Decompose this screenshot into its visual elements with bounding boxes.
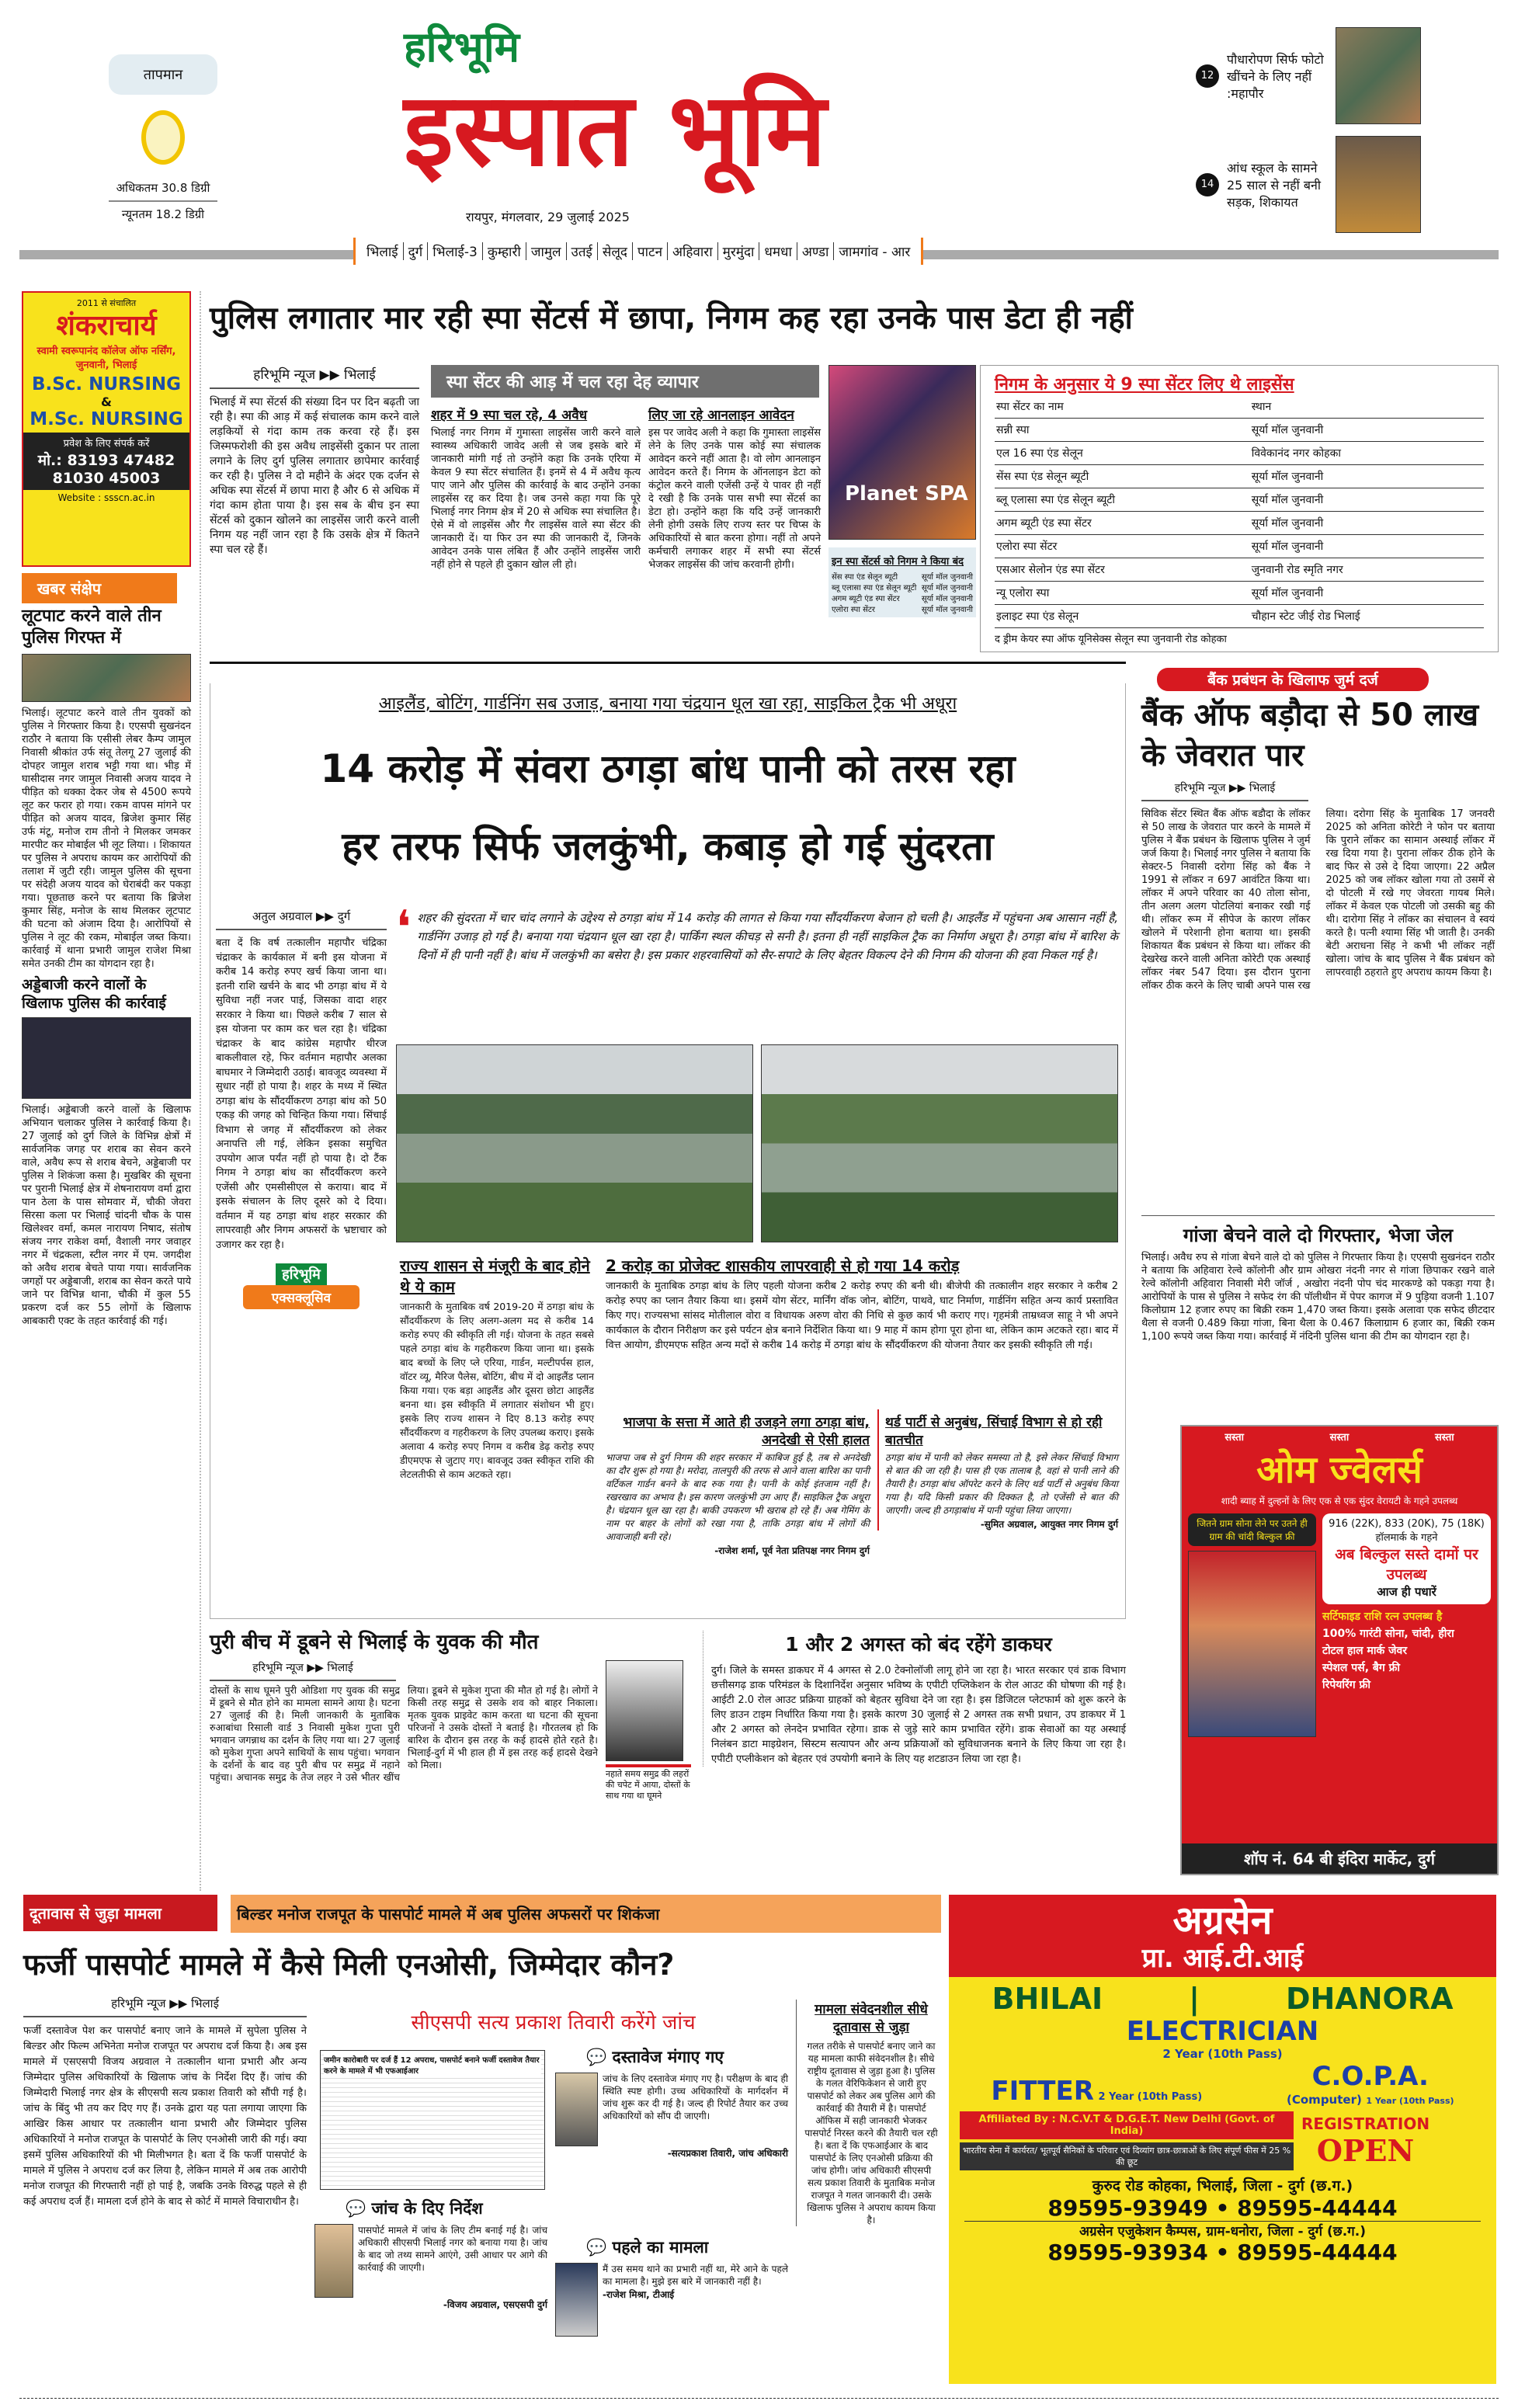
- table-row: [995, 535, 1484, 558]
- table-row: [995, 442, 1484, 465]
- table-row: [995, 558, 1484, 582]
- brief-story-1: [22, 606, 191, 1328]
- ad-contact-box: [23, 433, 189, 490]
- logo: [404, 23, 901, 202]
- quote-head: [346, 2198, 547, 2219]
- spa-banner: स्पा सेंटर की आड़ में चल रहा देह व्यापार: [431, 365, 819, 398]
- ad-tag: सस्ता: [1435, 1432, 1454, 1444]
- dam-kicker: आइलैंड, बोटिंग, गार्डनिंग सब उजाड़, बनाया गया चंद्रयान धूल खा रहा, साइकिल ट्रैक भी अधूरा: [378, 694, 957, 714]
- officer-photo: [555, 2073, 598, 2146]
- table-row: [995, 419, 1484, 442]
- subhead: भाजपा के सत्ता में आते ही उजड़ने लगा ठगड़ा बांध, अनदेखी से ऐसी हालत: [623, 1415, 870, 1448]
- teaser-photo: [1336, 27, 1421, 124]
- ad-gems: सर्टिफाइड राशि रत्न उपलब्ध है: [1322, 1611, 1443, 1623]
- table-cell: सूर्या मॉल जुनवानी: [921, 584, 973, 592]
- table-header: [995, 395, 1484, 419]
- table-row: द ड्रीम केयर स्पा ऑफ यूनिसेक्स सेलून स्पा जुनवानी रोड कोहका: [995, 634, 1227, 645]
- ad-course: B.Sc. NURSING: [31, 374, 182, 394]
- exclusive-badge: [243, 1263, 360, 1309]
- bank-headline: बैंक ऑफ बड़ौदा से 50 लाख के जेवरात पार: [1141, 697, 1479, 773]
- table-cell: पहले का मामला: [612, 2238, 709, 2257]
- quote-body: मैं उस समय थाने का प्रभारी नहीं था, मेरे आने के पहले का मामला है। मुझे इस बारे में जानकारी नहीं है।: [603, 2264, 788, 2287]
- shop-photo: [1188, 1551, 1316, 1737]
- story-body: दुर्ग। जिले के समस्त डाकघर में 4 अगस्त से 2.0 टेक्नोलॉजी लागू होने जा रहा है। भारत सरकार एवं डाक विभाग छत्तीसगढ़ डाक परिमंडल के दिशानिर्देश अनुसार भविष्य के एपीटी एप्लिकेशन के रोल आउट की घोषणा की गई है। आईटी 2.0 रोल आउट प्रक्रिया ग्राहकों को बेहतर सुविधा देने जा रहा है। इस डिजिटल प्लेटफार्म को शुरू करने के लिए डाउन टाइम निर्धारित किया गया है। इसके कारण 30 जुलाई से 2 अगस्त तक सभी प्रधान, उप डाकघर में 1 और 2 अगस्त को लेनदेन प्रभावित रहेगा। डाक से जुड़े सारे काम प्रभावित रहेंगे। डाक सेवाओं का यह अस्थाई निलंबन डाटा माइग्रेशन, सिस्टम सत्यापन और अन्य प्रक्रियाओं को सुविधाजनक बनाने के लिए किया जा रहा है। एपीटी एप्लीकेशन को बेहतर एवं उपयोगी बनाने के लिए यह शटडाउन लिया जा रहा है।: [711, 1665, 1126, 1765]
- logo-big: इस्पात भूमि: [404, 71, 827, 189]
- iti-ad[interactable]: अग्रसेन प्रा. आई.टी.आई BHILAI | DHANORA ELECTRICIAN 2 Year (10th Pass) FITTER 2 Year (10th Pass) C.O.P.A. (Computer) 1 Year (10th Pass) Affiliated By : N.C.V.T & D.G.E.T. New Delhi (Govt. of India) भारतीय सेना में कार्यरत/ भूतपूर्व सैनिकों के परिवार एवं दिव्यांग छात्र-छात्राओं के लिए संपूर्ण फीस में 25 % की छूट REGISTRATION OPEN कुरुद रोड कोहका, भिलाई, जिला - दुर्ग (छ.ग.) 89595-93949 • 89595-44444 अग्रसेन एजुकेशन कैम्पस, ग्राम-धनोरा, जिला - दुर्ग (छ.ग.) 89595-93934 • 89595-44444: [949, 1895, 1496, 2384]
- table-row: [995, 582, 1484, 605]
- table-cell: जुनवानी रोड स्मृति नगर: [1250, 558, 1484, 582]
- table-cell: सूर्या मॉल जुनवानी: [1250, 419, 1484, 442]
- subhead: मामला संवेदनशील सीधे दूतावास से जुड़ा: [815, 2002, 928, 2035]
- photo-caption: नहाते समय समुद्र की लहरों की चपेट में आया, दोस्तों के साथ गया था घूमने: [606, 1764, 691, 1802]
- ad-course: FITTER: [991, 2076, 1094, 2107]
- quote-body: भाजपा जब से दुर्ग निगम की शहर सरकार में काबिज हुई है, तब से अनदेखी का दौर शुरू हो गया है। मरोदा, तालपुरी की तरफ से आने वाला बारिश का पानी वर्टिकल गार्डन बनने के बाद रुक गया है। पानी के कोई इंतजाम नहीं है। रखरखाव का अभाव है। इस कारण जलकुंभी उग आए हैं। साइकिल ट्रैक अधूरा है। चंद्रयान धूल खा रहा है। बाकी उपकरण भी खराब हो रहे हैं। अब गेमिंग के नाम पर बाहर के लोगों को रखा गया है, ताकि ठगड़ा बांध में लोगों की आवाजाही बनी रहे।: [606, 1452, 870, 1542]
- table-cell: सूर्या मॉल जुनवानी: [1250, 512, 1484, 535]
- ad-cheap: अब बिल्कुल सस्ते दामों पर उपलब्ध: [1335, 1546, 1478, 1583]
- ad-open: OPEN: [1316, 2132, 1415, 2168]
- dam-intro: [396, 901, 1118, 964]
- byline: हरिभूमि न्यूज ▶▶ भिलाई: [1141, 780, 1308, 801]
- quote-sign: -सुमित अग्रवाल, आयुक्त नगर निगम दुर्ग: [980, 1519, 1118, 1530]
- table-cell: सन्नी स्पा: [995, 419, 1250, 442]
- dam-headline-1: 14 करोड़ में संवरा ठगड़ा बांध पानी को तरस रहा: [320, 746, 1016, 791]
- table-cell: सूर्या मॉल जुनवानी: [921, 606, 973, 614]
- dateline: रायपुर, मंगलवार, 29 जुलाई 2025: [466, 210, 630, 224]
- puri-headline: पुरी बीच में डूबने से भिलाई के युवक की मौत: [210, 1631, 539, 1654]
- table-cell: एलोरा स्पा सेंटर: [995, 535, 1250, 558]
- ad-phone: 89595-93949 • 89595-44444: [1047, 2195, 1398, 2221]
- nav-item[interactable]: जामगांव - आर: [839, 245, 911, 260]
- table-row: [995, 465, 1484, 488]
- badge-brand: हरिभूमि: [276, 1263, 327, 1285]
- story-body: जानकारी के मुताबिक वर्ष 2019-20 में ठगड़ा बांध के सौंदर्यीकरण के लिए अलग-अलग मद से करीब 14 करोड़ रुपए की स्वीकृति ली गई। योजना के तहत सबसे पहले ठगड़ा बांध के गहरीकरण किया जाना था। इसके बाद बच्चों के लिए प्ले एरिया, गार्डन, मल्टीपर्पस हाल, वॉटर व्यू, मैरिज पैलेस, बोटिंग, बीच में दो आइलैंड प्लान किया गया। एक बड़ा आइलैंड और दूसरा छोटा आइलैंड बनना था। इस स्वीकृति में लगातार संशोधन भी हुए। इसके लिए राज्य शासन ने दिए 8.13 करोड़ रुपए सौंदर्यीकरण व गहरीकरण के लिए उपलब्ध कराए। इसके अलावा 4 करोड़ रुपए निगम व करीब डेढ़ करोड़ रुपए डीएमएफ से जुटाए गए। बावजूद उक्त स्वीकृत राशि की लेटलतीफी से काम अटकते रहा।: [400, 1301, 594, 1480]
- story-headline: गांजा बेचने वाले दो गिरफ्तार, भेजा जेल: [1183, 1225, 1454, 1246]
- table-cell: सूर्या मॉल जुनवानी: [1250, 488, 1484, 512]
- subhead: लिए जा रहे आनलाइन आवेदन: [648, 408, 794, 423]
- table-row: [995, 488, 1484, 512]
- quote-body: पासपोर्ट मामले में जांच के लिए टीम बनाई गई है। जांच अधिकारी सीएसपी भिलाई नगर को बनाया गया है। जांच के बाद जो तथ्य सामने आएंगे, उसी आधार पर आगे की कार्रवाई की जाएगी।: [358, 2225, 547, 2273]
- ad-name: ओम ज्वेलर्स: [1256, 1448, 1422, 1492]
- quote-head: [586, 2046, 788, 2068]
- ad-course-duration: 2 Year (10th Pass): [1098, 2091, 1203, 2103]
- quote-sign: -सत्यप्रकाश तिवारी, जांच अधिकारी: [667, 2148, 788, 2159]
- ad-contact: प्रवेश के लिए संपर्क करें: [63, 438, 150, 450]
- dam-col1: [216, 909, 387, 1309]
- intro-text: शहर की सुंदरता में चार चांद लगाने के उद्देश्य से ठगड़ा बांध में 14 करोड़ की लागत से किया गया सौंदर्यीकरण बेजान हो चली है। आइलैंड में पहुंचना अब आसान नहीं है, गार्डनिंग उजाड़ हो गई है। बनाया गया चंद्रयान धूल खा रहा है। पार्किंग स्थल कीचड़ से सनी है। इतना ही नहीं साइकिल ट्रैक का निर्माण अधूरा है। ठगड़ा बांध में बारिश के दिनों में ही पानी नहीं है। बांध में जलकुंभी का बसेरा है। इस प्रकार शहरवासियों को सैर-सपाटे के लिए बेहतर विकल्प देने की निगम की योजना की हवा निकल गई है।: [417, 911, 1118, 962]
- ad-tag: सस्ता: [1224, 1432, 1244, 1444]
- table-cell: अगम ब्यूटी एंड स्पा सेंटर: [995, 512, 1250, 535]
- closed-row: [832, 571, 973, 582]
- teasers: [1196, 23, 1499, 237]
- subhead: 2 करोड़ का प्रोजेक्ट शासकीय लापरवाही से हो गया 14 करोड़: [606, 1256, 960, 1275]
- nav-item[interactable]: मुरमुंदा: [718, 242, 760, 260]
- quote-documents: [555, 2046, 788, 2160]
- quote-sign: -विजय अग्रवाल, एसएसपी दुर्ग: [443, 2299, 547, 2310]
- nav-item[interactable]: अण्डा: [797, 242, 835, 260]
- weather-label: तापमान: [109, 54, 217, 95]
- ad-point: 100% गारंटी सोना, चांदी, हीरा: [1322, 1628, 1454, 1640]
- table-cell: इलाइट स्पा एंड सेलून: [995, 605, 1250, 628]
- table-cell: दस्तावेज मंगाए गए: [612, 2048, 724, 2066]
- officer-photo: [314, 2224, 353, 2298]
- dam-sub-d: [877, 1409, 1118, 1531]
- ad-phone: 81030 45003: [52, 470, 161, 487]
- story-headline: अड्डेबाजी करने वालों के खिलाफ पुलिस की कार्रवाई: [22, 976, 166, 1012]
- licensed-table: [995, 395, 1484, 628]
- jewellers-ad[interactable]: [1180, 1425, 1499, 1875]
- spa-headline: पुलिस लगातार मार रही स्पा सेंटर्स में छापा, निगम कह रहा उनके पास डेटा ही नहीं: [210, 301, 1133, 336]
- price-box: [1322, 1513, 1491, 1604]
- ganja-story: [1141, 1215, 1495, 1343]
- story-body: भिलाई में स्पा सेंटर्स की संख्या दिन पर दिन बढ़ती जा रही है। स्पा की आड़ में कई संचालक काम करने वाले लड़कियों से गंदा काम तक करवा रहे हैं। इस जिस्मफरोशी की इस अवैध लाइसेंसी दुकान पर ताला लगाने के लिए दुर्ग पुलिस लगातार छापेमार कार्रवाई कर रही है। पुलिस ने दो महीने के अंदर एक दर्जन से अधिक स्पा सेंटर्स में छापा मारा है और 6 से अधिक में गंदा काम होता पाया है। इस सब के बीच इन स्पा सेंटर्स को दुकान खोलने का लाइसेंस जारी करने वाली निगम यह नहीं जान रहा है कि उसके क्षेत्र में कितने स्पा चल रहे हैं।: [210, 396, 419, 556]
- ad-name: शंकराचार्य: [56, 310, 157, 342]
- puri-story: [210, 1629, 691, 1802]
- subhead: राज्य शासन से मंजूरी के बाद होने थे ये काम: [400, 1256, 590, 1296]
- nav-item[interactable]: दुर्ग: [404, 242, 429, 260]
- ad-point: रिपेयरिंग फ्री: [1322, 1679, 1370, 1691]
- spa-col1: [210, 365, 419, 558]
- passport-col1: [23, 1996, 307, 2210]
- table-row: [995, 605, 1484, 628]
- ad-address: शॉप नं. 64 बी इंदिरा मार्केट, दुर्ग: [1182, 1843, 1497, 1874]
- dam-sub-b: [606, 1252, 1118, 1353]
- speech-icon: 💬: [586, 2048, 613, 2066]
- table-cell: सूर्या मॉल जुनवानी: [921, 573, 973, 582]
- raid-photo: [22, 1017, 191, 1099]
- passport-red-head: सीएसपी सत्य प्रकाश तिवारी करेंगे जांच: [411, 2011, 696, 2034]
- story-body: भिलाई। अड्डेबाजी करने वालों के खिलाफ अभियान चलाकर पुलिस ने कार्रवाई किया है। 27 जुलाई को दुर्ग जिले के विभिन्न क्षेत्रों में सार्वजनिक जगह पर शराब का सेवन करने वाले, अवैध रूप से शराब बेचने, अड्डेबाजी पर पुलिस ने शिकंजा कसा है। मुखबिर की सूचना पर पुरानी भिलाई क्षेत्र में शेषनारायण वर्मा द्वारा पान ठेला के पास सोमवार में, चौकी जेवरा सिरसा कला पर भिलाई चांदनी चौक के पास खिलेश्वर वर्मा, कमल नारायण निषाद, संतोष संजय नगर राकेश वर्मा, वैशाली नगर जवाहर नगर में चंद्रकला, स्टील नगर में एम. जगदीश को अवैध शराब बेचते पाया गया। सार्वजनिक जगहों पर अड्डेबाजी, शराब का सेवन करते पाये जाने पर विभिन्न थाना, चौकी में कुल 55 प्रकरण दर्ज कर 55 लोगों के खिलाफ आबकारी एक्ट के तहत कार्रवाई की गई।: [22, 1104, 191, 1327]
- table-cell: सेंस स्पा एंड सेलून ब्यूटी: [995, 465, 1250, 488]
- byline: हरिभूमि न्यूज ▶▶ भिलाई: [23, 1996, 307, 2017]
- story-body: सिविक सेंटर स्थित बैंक ऑफ बडौदा के लॉकर से 50 लाख के जेवरात पार करने के मामले में पुलिस ने बैंक प्रबंधन के खिलाफ पुलिस ने जुर्म जर्ज किया है। भिलाई नगर पुलिस ने बताया कि सेक्टर-5 निवासी दरोगा सिंह को बैंक ने 1991 से लॉकर न 697 आवंटित किया था। लॉकर में अपने परिवार का 40 तोला सोना, तीन अलग अलग पोटलियां बनाकर रखी गई थी। लॉकर रूम में सीपेज के कारण लॉकर खोलने में परेशानी होना बताया था। इसकी शिकायत बैंक प्रबंधन से किया था। लॉकर की देखरेख करने वाली अनिता कोरेटी एक अस्थाई लॉकर नंबर 547 दिया। इस दौरान पुराना लॉकर ठीक करने के लिए चाबी अपने पास रख लिया। दरोगा सिंह के मुताबिक 17 जनवरी 2025 को अनिता कोरेटी ने फोन पर बताया कि पुराने लॉकर का सामान अस्थाई लॉकर में रख दिया गया है। पुराना लॉकर ठीक होने के बाद फिर से उसे दे दिया जाएगा। 22 अप्रैल 2025 को जब लॉकर खोला गया तो उसमें से दो पोटली में रखे गए जेवरता गायब मिले। लॉकर में केवल एक पोटली जो उसकी बहु की थी। दारोगा सिंह ने लॉकर का संचालन वे स्वयं करते है। पत्नी श्यामा सिंह भी जाती है। उनकी बेटी अराधना सिंह ने कभी भी लॉकर नहीं खोला। जांच के बाद पुलिस ने बैंक प्रबंधन को लापरवाही ठहराते हुए अपराध कायम किया है।: [1141, 808, 1495, 992]
- table-cell: न्यू एलोरा स्पा: [995, 582, 1250, 605]
- story-body: भिलाई। लूटपाट करने वाले तीन युवकों को पुलिस ने गिरफ्तार किया है। एएसपी सुखनंदन राठौर ने बताया कि एसीसी लेबर कैम्प जामुल निवासी श्रीकांत उर्फ संतू तेलगू 27 जुलाई की दोपहर जामुल शराब भट्टी गया था। भीड़ में घासीदास नगर जामुल निवासी अजय यादव ने पीड़ित को धक्का देकर जेब से 4500 रूपये लूट कर फरार हो गया। रकम वापस मांगने पर पीड़ित को अजय यादव, ब्रिजेश कुमार सिंह उर्फ मंटू, मनोज राम तीनो ने मिलकर जमकर मारपीट कर मोबाईल भी लूट लिया। । शिकायत पर पुलिस ने अपराध कायम कर आरोपियों की तलाश में जुटी रही। जामुल पुलिस की सूचना पर संदेही अजय यादव को घेराबंदी कर पकड़ा गया। पूछताछ करने पर बताया कि ब्रिजेश कुमार सिंह, मनोज के साथ मिलकर लूटपाट की घटना को अंजाम दिया है। आरोपियों से पुलिस ने लूट की रकम, मोबाईल जब्त किया। कार्रवाई में थाना प्रभारी जामुल राजेश मिश्रा समेत उनकी टीम का योगदान रहा है।: [22, 707, 191, 970]
- byline: अतुल अग्रवाल ▶▶ दुर्ग: [216, 909, 387, 930]
- weather-box: [109, 54, 217, 248]
- column-divider: [200, 291, 201, 1891]
- dam-headline-2: हर तरफ सिर्फ जलकुंभी, कबाड़ हो गई सुंदरता: [342, 824, 994, 869]
- quote-sign: -राजेश शर्मा, पूर्व नेता प्रतिपक्ष नगर निगम दुर्ग: [714, 1545, 870, 1556]
- ad-point: टोटल हाल मार्क जेवर: [1322, 1645, 1408, 1657]
- story-body: फर्जी दस्तावेज पेश कर पासपोर्ट बनाए जाने के मामले में सुपेला पुलिस ने बिल्डर और फिल्म अभिनेता मनोज राजपूत पर अपराध दर्ज किया है। अब इस मामले में एसएसपी विजय अग्रवाल ने तत्कालीन थाना प्रभारी और अन्य जिम्मेदार पुलिस अधिकारियों के खिलाफ जांच के निर्देश दिए हैं। जांच की जिम्मेदारी भिलाई नगर क्षेत्र के सीएसपी सत्य प्रकाश तिवारी को सौंपी गई है। जांच के बिंदु भी तय कर दिए गए हैं। उनके द्वारा यह पता लगाया जाएगा कि आखिर किस आधार पर तत्कालीन थाना प्रभारी और जिम्मेदार पुलिस अधिकारियों ने मनोज राजपूत के पासपोर्ट के लिए एनओसी जारी की गई। क्या इसमें पुलिस अधिकारियों की भी मिलीभगत है। बता दें कि फर्जी पासपोर्ट के मामले में पुलिस ने अपराध दर्ज कर लिया है, लेकिन मामले में अब तक आरोपी मनोज राजपूत की गिरफ्तारी नहीं हो पाई है, जबकि उनके विरुद्ध पहले से ही कई अपराध दर्ज हैं। मामला दर्ज होने के बाद से कोर्ट में मामले विचाराधीन है।: [23, 2025, 307, 2208]
- dam-photo-2: [761, 1044, 1118, 1242]
- brief-label: खबर संक्षेप: [22, 573, 177, 603]
- box-title: निगम के अनुसार ये 9 स्पा सेंटर लिए थे लाइसेंस: [995, 375, 1294, 394]
- table-row: [995, 512, 1484, 535]
- ad-header: [949, 1895, 1496, 1977]
- spa-sub2: [648, 402, 821, 572]
- ad-address: अग्रसेन एजुकेशन कैम्पस, ग्राम-धनोरा, जिला - दुर्ग (छ.ग.): [964, 2221, 1481, 2239]
- closed-row: [832, 582, 973, 592]
- quote-earlier: [555, 2236, 788, 2337]
- passport-side: [796, 2000, 940, 2226]
- story-headline: 1 और 2 अगस्त को बंद रहेंगे डाकघर: [785, 1633, 1052, 1656]
- speech-icon: 💬: [346, 2199, 372, 2218]
- victim-photo: [606, 1660, 683, 1761]
- table-cell: सेंस स्पा एंड सेलून ब्यूटी: [832, 573, 898, 582]
- dam-sub-c: [606, 1409, 870, 1557]
- ad-course: ELECTRICIAN: [1126, 2016, 1319, 2047]
- closed-row: [832, 592, 973, 603]
- sun-icon: [141, 110, 185, 165]
- ad-city: BHILAI: [992, 1982, 1103, 2016]
- story-headline: लूटपाट करने वाले तीन पुलिस गिरफ्त में: [22, 606, 162, 648]
- table-cell: ब्लू एलासा स्पा एंड सेलून ब्यूटी: [995, 488, 1250, 512]
- bottom-border: [19, 2398, 1499, 2399]
- ad-point: स्पेशल पर्स, बैग फ्री: [1322, 1662, 1401, 1674]
- badge-label: एक्सक्लूसिव: [243, 1285, 360, 1309]
- nursing-ad[interactable]: [22, 291, 191, 567]
- quote-instructions: [314, 2198, 547, 2311]
- table-cell: एसआर सेलोन एंड स्पा सेंटर: [995, 558, 1250, 582]
- table-cell: ब्लू एलासा स्पा एंड सेलून ब्यूटी: [832, 584, 917, 592]
- divider: [210, 662, 1126, 664]
- ad-course-duration: 2 Year (10th Pass): [1162, 2047, 1283, 2061]
- story-body: बता दें कि वर्ष तत्कालीन महापौर चंद्रिका चंद्राकर के कार्यकाल में बनी इस योजना में करीब 14 करोड़ रुपए खर्च किया जाना था। इतनी राशि खर्चने के बाद भी ठगड़ा बांध में ये सुविधा नहीं नजर पाई, जिसका वादा शहर सरकार ने किया था। पिछले करीब 7 साल से इस योजना पर काम कर चल रहा है। चंद्रिका चंद्राकर के बाद कांग्रेस महापौर धीरज बाकलीवाल रहे, फिर वर्तमान महापौर अलका बाघमार ने जिम्मेदारी उठाई। बावजूद व्यवस्था में सुधार नहीं हो पाया है। शहर के मध्य में स्थित ठगड़ा बांध के सौंदर्यीकरण ठगड़ा बांध को 50 एकड़ की जगह को चिन्हित किया गया। सिंचाई विभाग से जगह में सौंदर्यीकरण को लेकर अनापत्ति ली गई, लेकिन इसका समुचित उपयोग आज पर्यंत नहीं हो पाया है। दो टैंक निगम ने ठगड़ा बांध का सौंदर्यीकरण करने एजेंसी और एमसीसीएल से कराया। बाद में इसके संचालन के लिए दूसरे को दे दिया। वर्तमान में यह ठगड़ा बांध शहर सरकार की लापरवाही और निगम अफसरों के भ्रष्टाचार को उजागर कर रहा है।: [216, 937, 387, 1251]
- ad-course-duration: 1 Year (10th Pass): [1366, 2096, 1454, 2106]
- ad-sub: प्रा. आई.टी.आई: [1141, 1943, 1304, 1974]
- table-cell: सूर्या मॉल जुनवानी: [1250, 535, 1484, 558]
- arrest-photo: [22, 654, 191, 702]
- teaser-text: आंध स्कूल के सामने 25 साल से नहीं बनी सड़क, शिकायत: [1227, 160, 1322, 210]
- nav-item[interactable]: सेलूद: [598, 242, 633, 260]
- table-cell: सूर्या मॉल जुनवानी: [1250, 582, 1484, 605]
- ad-college: स्वामी स्वरूपानंद कॉलेज ऑफ नर्सिंग, जुनवानी, भिलाई: [36, 346, 176, 371]
- nav-item[interactable]: कुम्हारी: [483, 242, 526, 260]
- ad-registration: REGISTRATION: [1301, 2114, 1430, 2133]
- teaser[interactable]: [1196, 132, 1499, 237]
- ad-visit: आज ही पधारें: [1377, 1585, 1436, 1599]
- bank-kicker: बैंक प्रबंधन के खिलाफ जुर्म दर्ज: [1157, 668, 1429, 691]
- spa-photo: [828, 365, 976, 540]
- story-body: गलत तरीके से पासपोर्ट बनाए जाने का यह मामला काफी संवेदनशील है। सीधे राष्ट्रीय दूतावास से जुड़ा हुआ है। पुलिस के गलत वेरिफिकेशन से जारी हुए पासपोर्ट को लेकर अब पुलिस आगे की कार्रवाई की तैयारी में है। पासपोर्ट ऑफिस में सही जानकारी भेजकर पासपोर्ट निरस्त करने की तैयारी चल रही है। बता दें कि एफआईआर के बाद पासपोर्ट के लिए एनओसी प्रक्रिया की जांच होगी। जांच अधिकारी सीएसपी सत्य प्रकाश तिवारी के मुताबिक मनोज राजपूत ने गलत जानकारी दी। उसके खिलाफ पुलिस ने अपराध कायम किया है।: [804, 2041, 938, 2226]
- post-story: [703, 1631, 1126, 1767]
- subhead: थर्ड पार्टी से अनुबंध, सिंचाई विभाग से हो रही बातचीत: [885, 1415, 1103, 1448]
- quote-head: [586, 2236, 788, 2258]
- table-cell: चौहान स्टेट जीई रोड भिलाई: [1250, 605, 1484, 628]
- table-cell: स्पा सेंटर का नाम: [995, 395, 1250, 419]
- ad-affiliation: Affiliated By : N.C.V.T & D.G.E.T. New Delhi (Govt. of India): [960, 2111, 1294, 2139]
- byline: हरिभूमि न्यूज ▶▶ भिलाई: [210, 365, 419, 389]
- page-badge: 12: [1196, 64, 1219, 88]
- ad-course: C.O.P.A.: [1311, 2061, 1429, 2092]
- quote-body: ठगड़ा बांध में पानी को लेकर समस्या तो है, इसे लेकर सिंचाई विभाग से बात की जा रही है। पास ही एक तालाब है, वहां से पानी लाने की तैयारी है। ठगड़ा बांध ऑपरेट करने के लिए थर्ड पार्टी से अनुबंध किया गया है। यदि किसी प्रकार की दिक्कत है, तो एजेंसी से बात की जाएगी। जल्द ही ठगड़ाबांध में पानी पहुंचा लिया जाएगा।: [885, 1452, 1118, 1516]
- closed-row: [832, 603, 973, 614]
- table-cell: विवेकानंद नगर कोहका: [1250, 442, 1484, 465]
- ad-website: Website : ssscn.ac.in: [57, 492, 155, 503]
- table-cell: एल 16 स्पा एंड सेलून: [995, 442, 1250, 465]
- story-body: इस पर जावेद अली ने कहा कि गुमास्ता लाइसेंस लेने के लिए उनके पास कोई स्पा संचालक आवेदन करने नहीं आता है। वो लोग आनलाइन आवेदन करते हैं। निगम के ऑनलाइन डेटा को कंट्रोल करने वाली एजेंसी उन्हें ये पावर ही नहीं दे रखी है कि उनके पास सभी स्पा सेंटर्स का डेटा हो। उन्होंने कहा कि यदि उन्हें जानकारी लेनी होगी उसके लिए राज्य स्तर पर चिप्स के अधिकारियों से बात करना होगा। नहीं तो अपने कर्मचारी लगाकर शहर में सभी स्पा सेंटर्स भेजकर लाइसेंस की जांच करवानी होगी।: [648, 427, 821, 571]
- nav-item[interactable]: जामुल: [526, 242, 567, 260]
- spa-sign: Planet SPA: [845, 482, 968, 506]
- nav-item[interactable]: पाटन: [633, 242, 668, 260]
- subhead: शहर में 9 स्पा चल रहे, 4 अवैध: [431, 408, 588, 423]
- nav-item[interactable]: भिलाई: [362, 242, 404, 260]
- ad-course-duration: (Computer): [1287, 2093, 1362, 2107]
- ad-tag: सस्ता: [1329, 1432, 1350, 1444]
- table-cell: अगम ब्यूटी एंड स्पा सेंटर: [832, 595, 900, 603]
- spa-sub1: [431, 402, 641, 572]
- speech-icon: 💬: [586, 2238, 613, 2257]
- story-body: भिलाई। अवैध रुप से गांजा बेचने वाले दो को पुलिस ने गिरफ्तार किया है। एएसपी सुखनंदन राठौर ने बताया कि अहिवारा रेल्वे कॉलोनी और ग्राम ओखरा नंदनी नगर से गांजा छिपाकर रखने वाले रेल्वे कॉलोनी अहिवारा निवासी मेरी जॉर्ज , अखोरा नंदनी पोप चंद मारकण्डे को पकड़ा गया है। आरोपियों के पास से पुलिस ने सफेद रंग की पॉलीथीन में पेपर कागज में 9 पुड़िया वजनी 1.107 किलोग्राम 12 हजार रुपए का बिक्री रकम 1,470 जब्त किया। इसके अलावा एक सफेद छीटदार थैला से वजनी 0.489 किग्रा गांजा, बिना थैला के 0.467 किलाग्राम 6 हजार का, बिक्री रकम 1,100 रूपये जब्त किया गया। कार्रवाई में नंदिनी पुलिस थाना की टीम का योगदान रहा है।: [1141, 1252, 1495, 1343]
- story-body: भिलाई नगर निगम में गुमास्ता लाइसेंस जारी करने वाले स्वास्थ्य अधिकारी जावेद अली से जब इसके बारे में जानकारी मांगी गई तो उन्होंने कहा कि उनके एरिया में केवल 9 स्पा सेंटर संचालित हैं। इनमें से 4 में अवैध कृत्य पाए जाने और पुलिस की कार्रवाई के बाद उन्होंने उनका लाइसेंस रद्द कर दिया है। जब उनसे कहा गया कि पूरे भिलाई नगर निगम क्षेत्र में 20 से अधिक स्पा संचालित है। ऐसे में वो लाइसेंस और गैर लाइसेंस वाले स्पा सेंटर की जानकारी दें। या फिर उन स्पा की जानकारी दें, जिनके आवेदन उनके पास लंबित हैं और उन्होंने लाइसेंस जारी नहीं होने से पहले ही दुकान खोल ली हो।: [431, 427, 641, 571]
- nav-item[interactable]: धमधा: [759, 242, 797, 260]
- nav-item[interactable]: भिलाई-3: [428, 242, 483, 260]
- teaser[interactable]: [1196, 23, 1499, 128]
- ad-since: 2011 से संचालित: [76, 298, 137, 308]
- nav-item[interactable]: उतई: [567, 242, 598, 260]
- ad-hallmark: 916 (22K), 833 (20K), 75 (18K) हॉलमार्क के गहने: [1329, 1518, 1485, 1544]
- ad-name: अग्रसेन: [1172, 1898, 1273, 1943]
- ad-phone: 89595-93934 • 89595-44444: [1047, 2239, 1398, 2265]
- quote-body: जांच के लिए दस्तावेज मंगाए गए है। परीक्षण के बाद ही स्थिति स्पष्ट होगी। उच्च अधिकारियों के मार्गदर्शन में जांच शुरू कर दी गई है। जल्द ही रिपोर्ट तैयार कर उच्च अधिकारियों को सौंप दी जाएगी।: [603, 2073, 788, 2121]
- officer-photo: [555, 2263, 598, 2337]
- passport-kicker: बिल्डर मनोज राजपूत के पासपोर्ट मामले में अब पुलिस अफसरों पर शिकंजा: [231, 1895, 941, 1933]
- table-cell: सूर्या मॉल जुनवानी: [921, 595, 973, 603]
- ad-offer: जितने ग्राम सोना लेने पर उतने ही ग्राम की चांदी बिल्कुल फ्री: [1188, 1513, 1316, 1546]
- passport-tag: दूतावास से जुड़ा मामला: [23, 1895, 217, 1931]
- byline: हरिभूमि न्यूज ▶▶ भिलाई: [210, 1660, 396, 1681]
- ad-discount: भारतीय सेना में कार्यरत/ भूतपूर्व सैनिकों के परिवार एवं दिव्यांग छात्र-छात्राओं के लिए संपूर्ण फीस में 25 % की छूट: [960, 2142, 1294, 2170]
- table-cell: जांच के दिए निर्देश: [371, 2199, 483, 2218]
- clipping-headline: जमीन कारोबारी पर दर्ज हैं 12 अपराध, पासपोर्ट बनाने फर्जी दस्तावेज तैयार करने के मामले में भी एफआईआर: [324, 2054, 541, 2076]
- story-body: दोस्तों के साथ घूमने पुरी ओडिशा गए युवक की समुद्र में डूबने से मौत होने का मामला सामने आया है। घटना 27 जुलाई की है। मिली जानकारी के मुताबिक रुआबांधा रिसाली वार्ड 3 निवासी मुकेश गुप्ता पुरी भगवान जगन्नाथ का दर्शन के लिए गया था। 27 जुलाई को मुकेश गुप्ता अपने साथियों के साथ पहुंचा। भगवान के दर्शनों के बाद वह पुरी बीच पर समुद्र में नहाने पहुंचा। अचानक समुद्र के तेज लहर ने उसे भीतर खींच लिया। डूबने से मुकेश गुप्ता की मौत हो गई है। लोगों ने किसी तरह समुद्र से उसके शव को बाहर निकाला। मृतक युवक प्राइवेट काम करता था घटना की सूचना परिजनों ने उसके दोस्तों ने बताई है। गौरतलब हो कि बारिश के दौरान इस तरह के कई हादसे होते रहते है। भिलाई-दुर्ग में भी हाल ही में इस तरह कई हादसे देखने को मिला।: [210, 1684, 598, 1783]
- max-temp: अधिकतम 30.8 डिग्री: [109, 180, 217, 202]
- ad-tagline: शादी ब्याह में दुल्हनों के लिए एक से एक सुंदर वेरायटी के गहने उपलब्ध: [1221, 1496, 1458, 1506]
- ad-amp: &: [101, 394, 112, 409]
- table-cell: सूर्या मॉल जुनवानी: [1250, 465, 1484, 488]
- quote-sign: -राजेश मिश्रा, टीआई: [603, 2289, 675, 2300]
- ad-city: DHANORA: [1285, 1982, 1454, 2016]
- nav-item[interactable]: अहिवारा: [668, 242, 718, 260]
- licensed-spa-box: [980, 365, 1499, 652]
- teaser-text: पौधारोपण सिर्फ फोटो खींचने के लिए नहीं :महापौर: [1227, 51, 1324, 101]
- table-cell: एलोरा स्पा सेंटर: [832, 606, 875, 614]
- ad-address: कुरुद रोड कोहका, भिलाई, जिला - दुर्ग (छ.ग.): [1092, 2177, 1353, 2194]
- box-title: इन स्पा सेंटर्स को निगम ने किया बंद: [832, 556, 964, 568]
- closed-spa-box: [828, 547, 976, 617]
- story-body: जानकारी के मुताबिक ठगड़ा बांध के लिए पहली योजना करीब 2 करोड़ रुपए की बनी थी। बीजेपी की तत्कालीन शहर सरकार ने करीब 2 करोड़ रुपए का प्लान तैयार किया था। इसमें योग सेंटर, मार्निंग वॉक जोन, बोटिंग, पाथवे, घाट निर्माण, गार्डनिंग सहित अन्य कार्य प्रस्तावित किए गए। राज्यसभा सांसद मोतीलाल वोरा व विधायक अरुण वोरा की निधि से कुछ कार्य भी कराए गए। गृहमंत्री ताम्रध्वज साहू ने भी अपने कार्यकाल के दौरान निरीक्षण कर इसे पर्यटन क्षेत्र बनाने निर्देशित किया था। 9 माह में काम होगा पूरा होना था, लेकिन काम अटकते रहा। बाद में वित्त आयोग, डीएमएफ सहित अन्य मदों से करीब 14 करोड़ में ठगड़ा बांध के सौंदर्यीकरण की योजना तैयार कर इसकी स्वीकृति ली गई।: [606, 1280, 1118, 1351]
- logo-small: हरिभूमि: [404, 23, 519, 71]
- edition-nav: [353, 238, 923, 265]
- dam-sub-a: [400, 1252, 594, 1482]
- ad-course: M.Sc. NURSING: [30, 409, 183, 429]
- min-temp: न्यूनतम 18.2 डिग्री: [121, 207, 205, 221]
- table-cell: स्थान: [1250, 395, 1484, 419]
- passport-headline: फर्जी पासपोर्ट मामले में कैसे मिली एनओसी, जिम्मेदार कौन?: [23, 1948, 675, 1982]
- bank-body-wrap: [1141, 780, 1495, 992]
- ad-phone: मो.: 83193 47482: [37, 452, 175, 469]
- quote-icon: ❛: [396, 901, 412, 955]
- dam-photo-1: [396, 1044, 753, 1242]
- page-badge: 14: [1196, 173, 1219, 196]
- clipping: [320, 2050, 545, 2190]
- teaser-photo: [1336, 136, 1421, 233]
